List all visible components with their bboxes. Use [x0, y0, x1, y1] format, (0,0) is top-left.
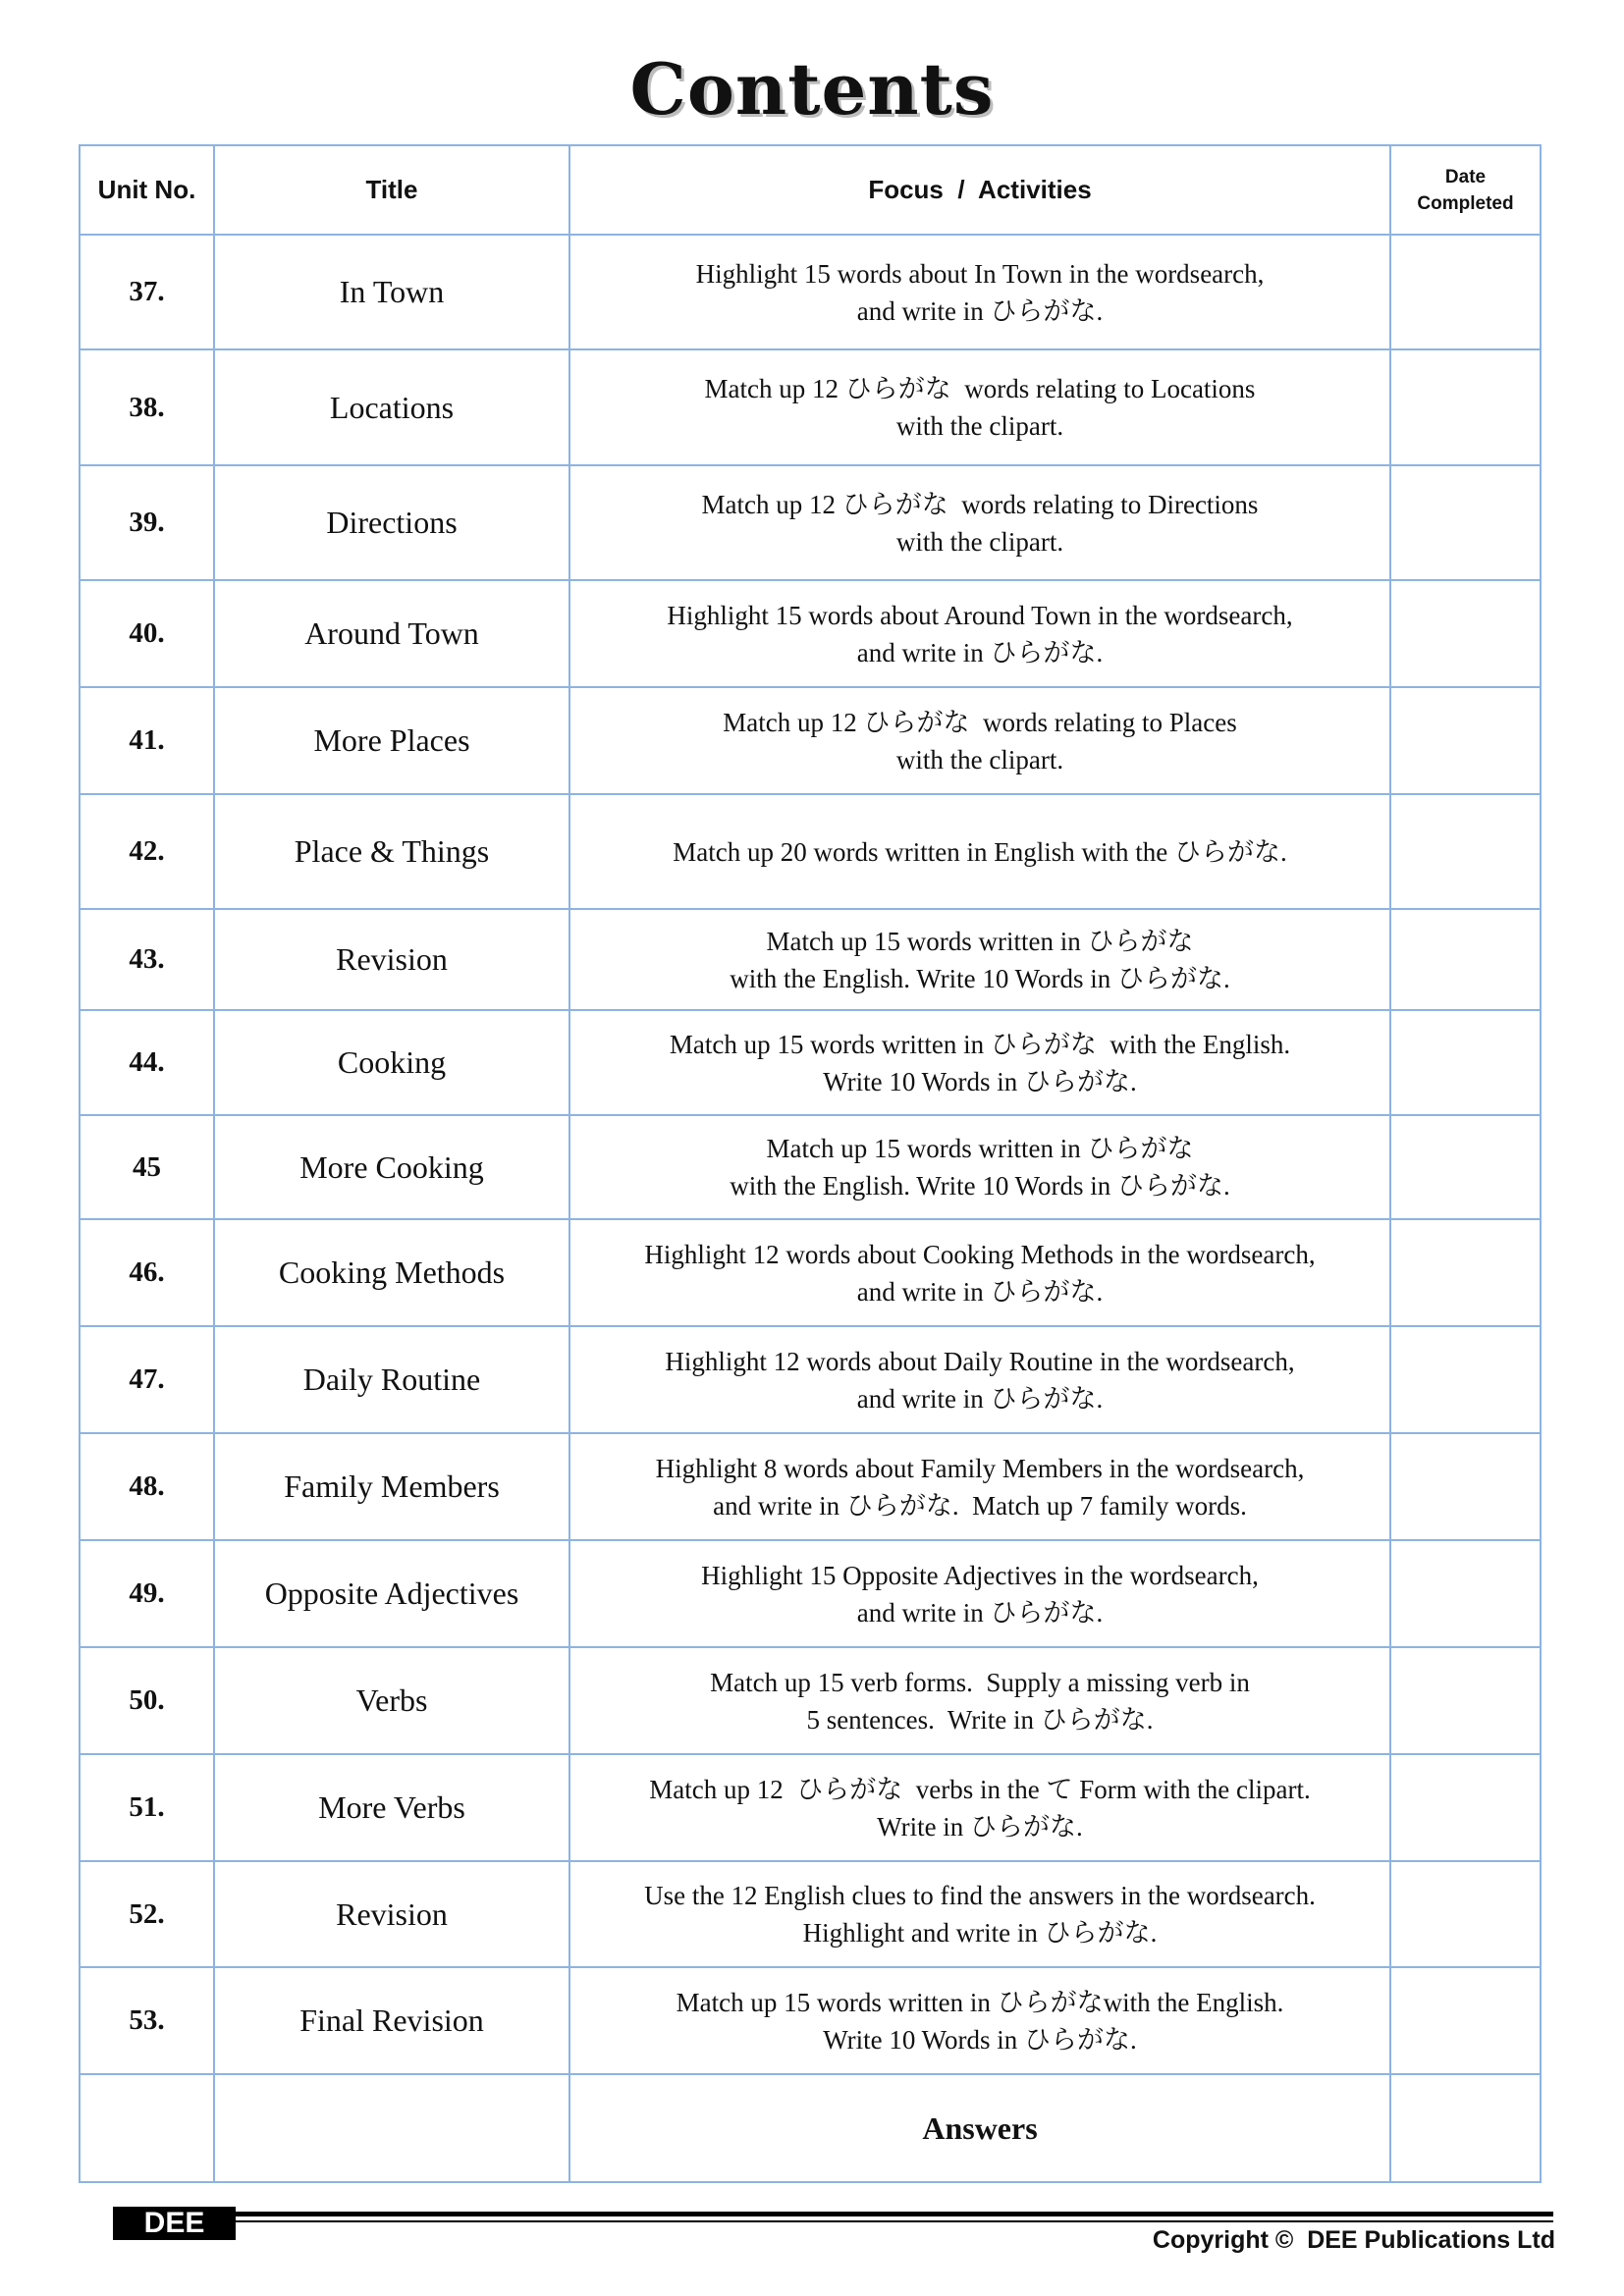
date-completed-header — [1390, 145, 1541, 235]
focus-line: Match up 15 words written in ひらがな — [766, 926, 1194, 956]
focus-activities-cell — [569, 1967, 1390, 2074]
table-row — [80, 1010, 1541, 1115]
table-row — [80, 687, 1541, 794]
focus-activities-cell — [569, 794, 1390, 909]
unit-title-cell: Around Town — [214, 580, 569, 687]
focus-line: Match up 12 ひらがな words relating to Directions — [701, 489, 1259, 519]
focus-line: with the English. Write 10 Words in ひらがな. — [730, 1171, 1230, 1201]
focus-line: Highlight 12 words about Cooking Methods in the wordsearch, — [644, 1239, 1316, 1269]
date-completed-cell[interactable] — [1390, 2074, 1541, 2182]
unit-title-cell: Verbs — [214, 1647, 569, 1754]
unit-title-cell: Daily Routine — [214, 1326, 569, 1433]
empty-cell — [80, 2074, 214, 2182]
unit-number-cell: 47. — [80, 1326, 214, 1433]
focus-line: Write 10 Words in ひらがな. — [823, 2024, 1137, 2055]
unit-title-cell: Place & Things — [214, 794, 569, 909]
unit-title-cell: More Cooking — [214, 1115, 569, 1219]
focus-activities-cell — [569, 1010, 1390, 1115]
unit-title-cell: Revision — [214, 1861, 569, 1967]
focus-line: Match up 15 words written in ひらがな with the English. — [669, 1029, 1291, 1059]
empty-cell — [214, 2074, 569, 2182]
date-completed-cell[interactable] — [1390, 1219, 1541, 1326]
focus-line: Match up 12 ひらがな words relating to Places — [723, 707, 1237, 737]
focus-line: and write in ひらがな. — [856, 295, 1104, 326]
focus-activities-cell — [569, 235, 1390, 349]
unit-number-cell: 39. — [80, 465, 214, 580]
unit-number-cell: 53. — [80, 1967, 214, 2074]
focus-line: Match up 12 ひらがな verbs in the て Form with the clipart. — [649, 1774, 1311, 1804]
unit-title-cell: Final Revision — [214, 1967, 569, 2074]
focus-line: and write in ひらがな. — [856, 637, 1104, 667]
focus-line: and write in ひらがな. — [856, 1276, 1104, 1307]
unit-title-cell: More Verbs — [214, 1754, 569, 1861]
unit-number-cell: 50. — [80, 1647, 214, 1754]
date-completed-cell[interactable] — [1390, 349, 1541, 465]
unit-title-cell: Cooking Methods — [214, 1219, 569, 1326]
completed-header-line: Completed — [1417, 192, 1514, 214]
focus-activities-cell — [569, 580, 1390, 687]
unit-number-cell: 43. — [80, 909, 214, 1010]
date-completed-cell[interactable] — [1390, 794, 1541, 909]
unit-title-cell: More Places — [214, 687, 569, 794]
table-row — [80, 1861, 1541, 1967]
date-completed-cell[interactable] — [1390, 1754, 1541, 1861]
unit-number-cell: 41. — [80, 687, 214, 794]
contents-table — [79, 144, 1542, 2183]
table-row — [80, 794, 1541, 909]
footer-rule-thick — [236, 2212, 1553, 2216]
focus-line: Match up 15 words written in ひらがな — [766, 1134, 1194, 1163]
dee-logo: DEE — [113, 2207, 236, 2240]
focus-line: Highlight 15 words about Around Town in the wordsearch, — [667, 600, 1293, 630]
date-completed-cell[interactable] — [1390, 687, 1541, 794]
focus-line: and write in ひらがな. — [856, 1597, 1104, 1628]
focus-activities-cell — [569, 1433, 1390, 1540]
unit-number-cell: 40. — [80, 580, 214, 687]
table-row — [80, 580, 1541, 687]
focus-line: Write in ひらがな. — [877, 1811, 1083, 1842]
header-row — [80, 145, 1541, 235]
focus-activities-cell — [569, 1115, 1390, 1219]
unit-number-cell: 38. — [80, 349, 214, 465]
answers-label: Answers — [569, 2074, 1390, 2182]
unit-title-cell: Locations — [214, 349, 569, 465]
table-row — [80, 465, 1541, 580]
table-row — [80, 909, 1541, 1010]
unit-title-cell: In Town — [214, 235, 569, 349]
table-row — [80, 1754, 1541, 1861]
unit-number-cell: 37. — [80, 235, 214, 349]
focus-line: with the clipart. — [895, 526, 1064, 557]
date-header-line: Date — [1444, 166, 1487, 187]
table-row — [80, 1433, 1541, 1540]
unit-title-cell: Directions — [214, 465, 569, 580]
focus-line: Match up 20 words written in English with the ひらがな. — [673, 836, 1287, 867]
unit-number-cell: 42. — [80, 794, 214, 909]
focus-line: Highlight 15 words about In Town in the wordsearch, — [695, 258, 1265, 289]
focus-activities-cell — [569, 1861, 1390, 1967]
title-header: Title — [214, 145, 569, 235]
unit-title-cell: Revision — [214, 909, 569, 1010]
date-completed-cell[interactable] — [1390, 1540, 1541, 1647]
unit-number-cell: 52. — [80, 1861, 214, 1967]
table-row — [80, 1326, 1541, 1433]
unit-title-cell: Cooking — [214, 1010, 569, 1115]
focus-line: Highlight 12 words about Daily Routine in the wordsearch, — [665, 1346, 1295, 1376]
unit-number-cell: 48. — [80, 1433, 214, 1540]
copyright-text: Copyright © DEE Publications Ltd — [1152, 2226, 1555, 2254]
table-row — [80, 349, 1541, 465]
focus-line: Match up 15 verb forms. Supply a missing verb in — [710, 1667, 1250, 1697]
unit-number-cell: 44. — [80, 1010, 214, 1115]
focus-activities-cell — [569, 465, 1390, 580]
date-completed-cell[interactable] — [1390, 1326, 1541, 1433]
table-row — [80, 1967, 1541, 2074]
date-completed-cell[interactable] — [1390, 1433, 1541, 1540]
focus-line: Write 10 Words in ひらがな. — [823, 1066, 1137, 1096]
focus-line: with the clipart. — [895, 744, 1064, 774]
table-row — [80, 235, 1541, 349]
page-title: Contents — [629, 47, 995, 131]
focus-line: with the clipart. — [895, 411, 1064, 441]
focus-line: Match up 12 ひらがな words relating to Locations — [704, 374, 1256, 403]
unit-title-cell: Family Members — [214, 1433, 569, 1540]
table-row — [80, 1647, 1541, 1754]
unit-number-cell: 46. — [80, 1219, 214, 1326]
focus-activities-cell — [569, 1326, 1390, 1433]
focus-activities-cell — [569, 349, 1390, 465]
focus-line: with the English. Write 10 Words in ひらがな. — [730, 963, 1230, 993]
unit-title-cell: Opposite Adjectives — [214, 1540, 569, 1647]
focus-activities-cell — [569, 1647, 1390, 1754]
focus-activities-cell — [569, 909, 1390, 1010]
unit-number-cell: 45 — [80, 1115, 214, 1219]
footer-rule-thin — [236, 2220, 1553, 2222]
unit-number-cell: 51. — [80, 1754, 214, 1861]
focus-line: and write in ひらがな. — [856, 1383, 1104, 1414]
focus-line: Use the 12 English clues to find the answers in the wordsearch. — [644, 1881, 1316, 1910]
date-completed-cell[interactable] — [1390, 465, 1541, 580]
unit-number-cell: 49. — [80, 1540, 214, 1647]
focus-activities-cell — [569, 687, 1390, 794]
date-completed-cell[interactable] — [1390, 1010, 1541, 1115]
focus-activities-cell — [569, 1540, 1390, 1647]
table-row — [80, 1115, 1541, 1219]
date-completed-cell[interactable] — [1390, 580, 1541, 687]
unit-no-header: Unit No. — [80, 145, 214, 235]
focus-line: Match up 15 words written in ひらがなwith the English. — [676, 1987, 1284, 2017]
focus-line: and write in ひらがな. Match up 7 family words. — [713, 1490, 1247, 1521]
focus-line: Highlight 8 words about Family Members in the wordsearch, — [655, 1453, 1305, 1483]
answers-row — [80, 2074, 1541, 2182]
table-row — [80, 1219, 1541, 1326]
focus-line: Highlight 15 Opposite Adjectives in the wordsearch, — [701, 1560, 1259, 1590]
date-completed-cell[interactable] — [1390, 235, 1541, 349]
focus-activities-cell — [569, 1219, 1390, 1326]
focus-activities-header: Focus / Activities — [569, 145, 1390, 235]
focus-activities-cell — [569, 1754, 1390, 1861]
date-completed-cell[interactable] — [1390, 1647, 1541, 1754]
date-completed-cell[interactable] — [1390, 1967, 1541, 2074]
date-completed-cell[interactable] — [1390, 1861, 1541, 1967]
focus-line: 5 sentences. Write in ひらがな. — [806, 1704, 1154, 1735]
table-row — [80, 1540, 1541, 1647]
date-completed-cell[interactable] — [1390, 909, 1541, 1010]
focus-line: Highlight and write in ひらがな. — [802, 1918, 1158, 1948]
date-completed-cell[interactable] — [1390, 1115, 1541, 1219]
